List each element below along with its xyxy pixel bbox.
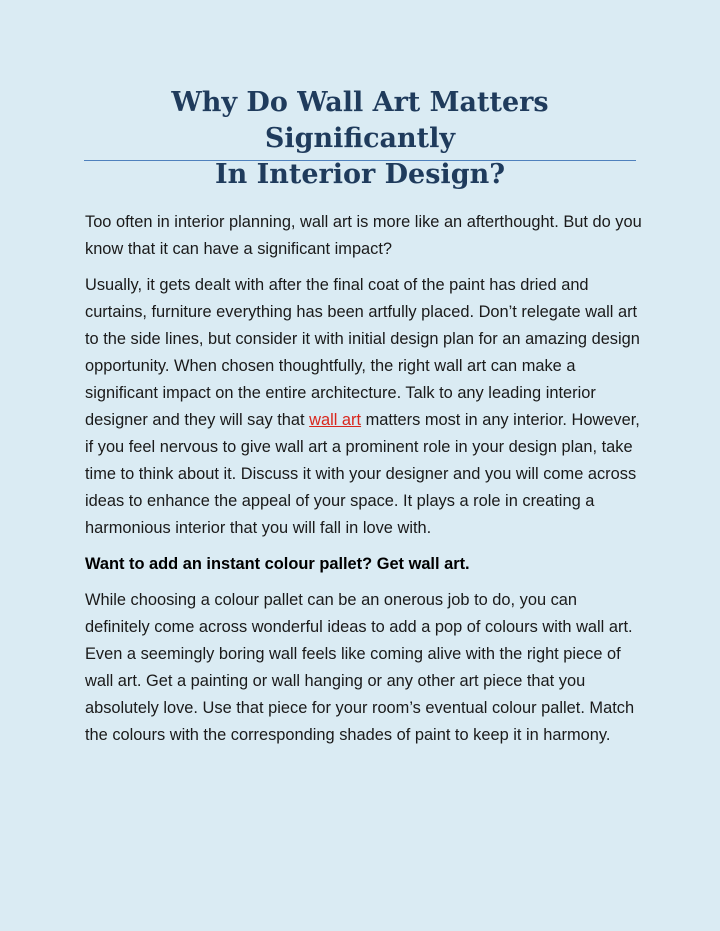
- title-line-2: In Interior Design?: [214, 159, 506, 190]
- paragraph-usually-text-start: Usually, it gets dealt with after the final coat of the paint has dried and curtains, furniture everything has been artfully placed. Don’t relegate wall art to the side lines, but consider it with initial design plan for an amazing design opportunity. When chosen thoughtfully, the right wall art can make a significant impact on the entire architecture. Talk to any leading interior designer and they will say that: [85, 276, 640, 429]
- paragraph-intro: Too often in interior planning, wall art is more like an afterthought. But do you know that it can have a significant impact?: [85, 213, 642, 258]
- title-line-1: Why Do Wall Art Matters Significantly: [171, 87, 549, 154]
- section-heading-colour-pallet: Want to add an instant colour pallet? Get wall art.: [85, 555, 470, 573]
- paragraph-usually-text-end: matters most in any interior. However, if you feel nervous to give wall art a prominent role in your design plan, take time to think about it. Discuss it with your designer and you will come across ideas to enhance the appeal of your space. It plays a role in creating a harmonious interior that you will fall in love with.: [85, 411, 640, 537]
- wall-art-link[interactable]: wall art: [309, 411, 362, 429]
- title-divider: [84, 160, 636, 161]
- document-title: [84, 85, 636, 193]
- paragraph-usually: [85, 272, 645, 542]
- document-body: [85, 209, 645, 758]
- paragraph-colour-pallet: While choosing a colour pallet can be an onerous job to do, you can definitely come across wonderful ideas to add a pop of colours with wall art. Even a seemingly boring wall feels like coming alive with the right piece of wall art. Get a painting or wall hanging or any other art piece that you absolutely love. Use that piece for your room’s eventual colour pallet. Match the colours with the corresponding shades of paint to keep it in harmony.: [85, 591, 635, 744]
